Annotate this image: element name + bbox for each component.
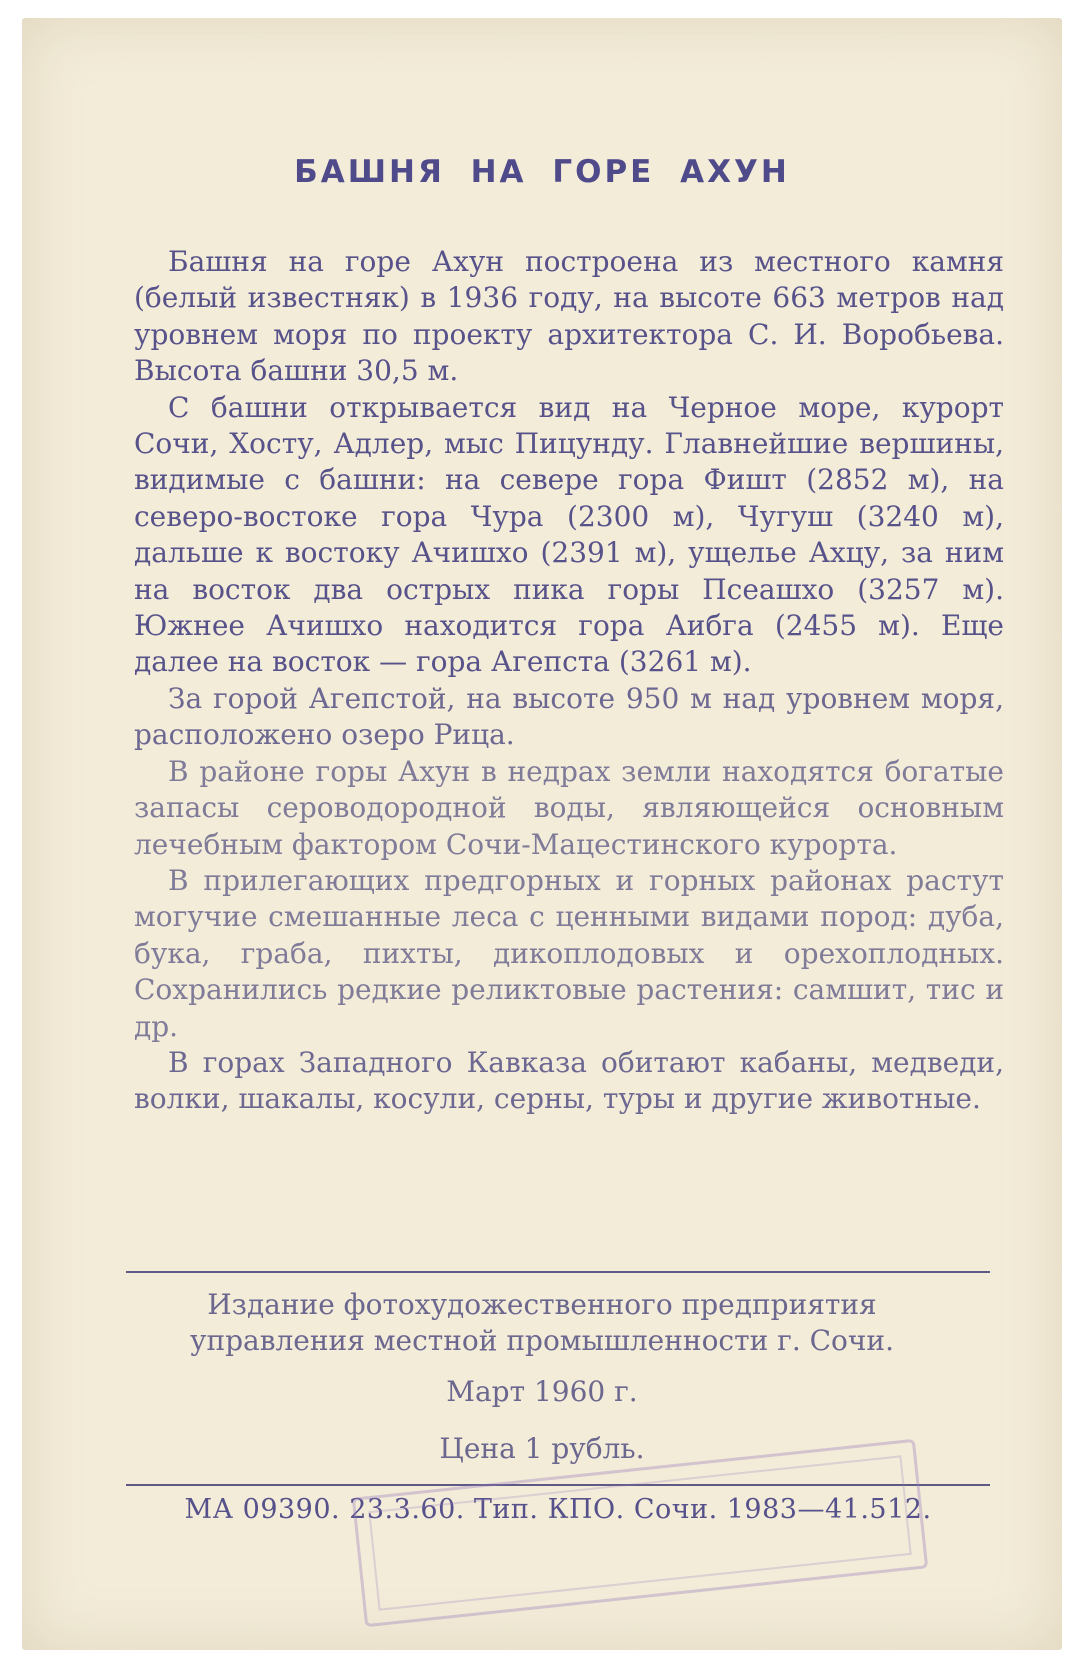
page-title: БАШНЯ НА ГОРЕ АХУН — [294, 154, 790, 190]
divider-top — [126, 1271, 990, 1273]
publisher-line-2: управления местной промышленности г. Сочи. — [189, 1324, 894, 1357]
faded-ink-stamp — [352, 1439, 928, 1627]
paragraph-lake: За горой Агепстой, на высоте 950 м над уровнем моря, расположено озеро Рица. — [134, 681, 1004, 752]
publisher-line-1: Издание фотохудожественного предприятия — [207, 1288, 877, 1321]
stamp-inner-border — [368, 1455, 912, 1610]
postcard-back — [22, 18, 1062, 1650]
printing-imprint: МА 09390. 23.3.60. Тип. КПО. Сочи. 1983—41.512. — [184, 1494, 932, 1525]
paragraph-tower: Башня на горе Ахун построена из местного камня (белый известняк) в 1936 году, на высоте 663 метров над уровнем моря по проекту архитектора С. И. Воробьева. Высота башни 30,5 м. — [134, 245, 1004, 388]
description-text — [134, 244, 1004, 1118]
price: Цена 1 рубль. — [439, 1432, 645, 1465]
paragraph-view: С башни открывается вид на Черное море, курорт Сочи, Хосту, Адлер, мыс Пицунду. Главнейшие вершины, видимые с башни: на севере гора Фишт (2852 м), на северо-востоке гора Чура (2300 м), Чугуш (3240 м), дальше к востоку Ачишхо (2391 м), ущелье Ахцу, за ним на восток два острых пика горы Псеашхо (3257 м). Южнее Ачишхо находится гора Аибга (2455 м). Еще далее на восток — гора Агепста (3261 м). — [134, 390, 1004, 679]
publication-date: Март 1960 г. — [446, 1375, 638, 1408]
paragraph-water: В районе горы Ахун в недрах земли находятся богатые запасы сероводородной воды, являющейся основным лечебным фактором Сочи-Мацестинского курорта. — [134, 754, 1004, 861]
paragraph-forests: В прилегающих предгорных и горных районах растут могучие смешанные леса с ценными видами пород: дуба, бука, граба, пихты, дикоплодовых и орехоплодных. Сохранились редкие реликтовые растения: самшит, тис и др. — [134, 863, 1004, 1043]
paragraph-animals: В горах Западного Кавказа обитают кабаны, медведи, волки, шакалы, косули, серны, туры и другие животные. — [134, 1045, 1004, 1116]
